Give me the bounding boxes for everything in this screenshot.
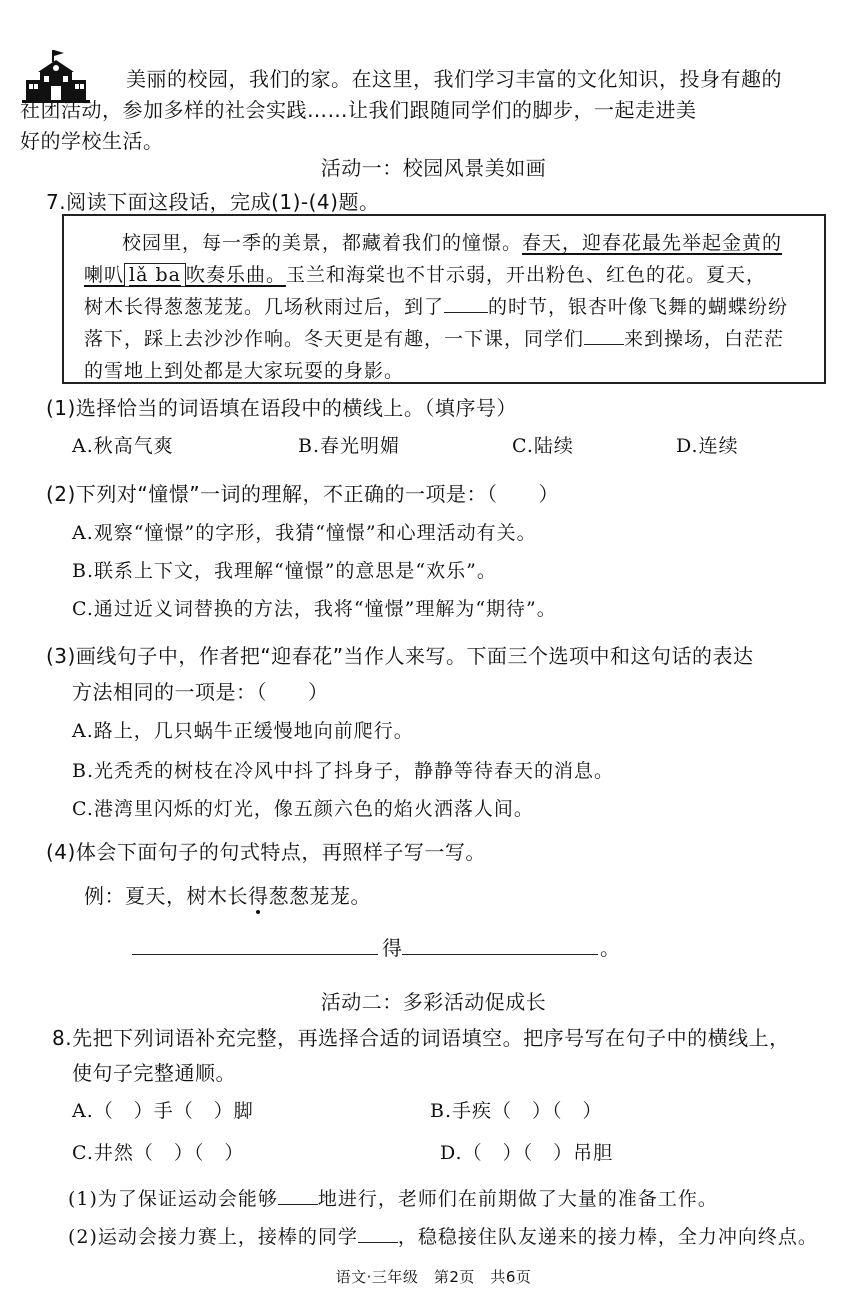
q7-sub3-option-a[interactable]: A.路上，几只蜗牛正缓慢地向前爬行。 — [72, 720, 414, 742]
underlined-sentence: 吹奏乐曲。 — [185, 264, 286, 286]
passage-text: 校园里，每一季的美景，都藏着我们的憧憬。 — [122, 232, 523, 254]
blank-1[interactable] — [444, 312, 488, 313]
sentence-text: (2)运动会接力赛上，接棒的同学 — [68, 1226, 358, 1248]
q7-sub1-option-b[interactable]: B.春光明媚 — [298, 435, 401, 457]
q7-sub1-option-a[interactable]: A.秋高气爽 — [72, 435, 174, 457]
passage-text: 玉兰和海棠也不甘示弱，开出粉色、红色的花。夏天， — [285, 264, 766, 286]
q7-sub1-option-d[interactable]: D.连续 — [676, 435, 739, 457]
q7-sub3-stem-1: (3)画线句子中，作者把“迎春花”当作人来写。下面三个选项中和这句话的表达 — [46, 644, 754, 668]
sentence-blank-1[interactable] — [132, 954, 378, 955]
sentence-text: (1)为了保证运动会能够 — [68, 1188, 278, 1210]
passage-line-4 — [84, 324, 784, 351]
intro-line-2: 社团活动，参加多样的社会实践……让我们跟随同学们的脚步，一起走进美 — [20, 98, 697, 122]
q8-stem-1: 8.先把下列词语补充完整，再选择合适的词语填空。把序号写在句子中的横线上， — [52, 1026, 790, 1050]
passage-line-3 — [84, 292, 788, 319]
sentence-de-char: 得 — [382, 936, 403, 960]
q8-stem-2: 使句子完整通顺。 — [72, 1061, 236, 1085]
example-text: 例：夏天，树木长 — [84, 884, 248, 908]
example-key-char: 得 — [248, 884, 269, 908]
sentence-end-mark: 。 — [600, 936, 621, 960]
q8-option-a[interactable]: A.（ ）手（ ）脚 — [72, 1100, 254, 1122]
intro-line-1: 美丽的校园，我们的家。在这里，我们学习丰富的文化知识，投身有趣的 — [126, 67, 782, 91]
q7-sub3-option-b[interactable]: B.光秃秃的树枝在冷风中抖了抖身子，静静等待春天的消息。 — [72, 760, 615, 782]
q8-option-b[interactable]: B.手疾（ ）（ ） — [430, 1100, 603, 1122]
passage-line-5: 的雪地上到处都是大家玩耍的身影。 — [84, 360, 405, 382]
passage-text: 树木长得葱葱茏茏。几场秋雨过后，到了 — [84, 296, 445, 318]
example-text: 葱葱茏茏。 — [268, 884, 371, 908]
sentence-blank-2[interactable] — [402, 954, 598, 955]
q7-sub2-option-c[interactable]: C.通过近义词替换的方法，我将“憧憬”理解为“期待”。 — [72, 598, 557, 620]
q8-sentence-1 — [68, 1184, 718, 1211]
q8-blank-1[interactable] — [278, 1204, 318, 1205]
q7-sub3-option-c[interactable]: C.港湾里闪烁的灯光，像五颜六色的焰火洒落人间。 — [72, 798, 534, 820]
q7-sub1-option-c[interactable]: C.陆续 — [512, 435, 574, 457]
activity-2-title: 活动二：多彩活动促成长 — [320, 990, 547, 1014]
underlined-sentence: 喇叭 — [84, 264, 125, 286]
passage-text: 来到操场，白茫茫 — [624, 328, 785, 350]
underlined-sentence: 春天，迎春花最先举起金黄的 — [522, 232, 783, 254]
page-footer: 语文·三年级 第2页 共6页 — [335, 1268, 532, 1286]
passage-box — [62, 214, 826, 384]
passage-text: 落下，踩上去沙沙作响。冬天更是有趣，一下课，同学们 — [84, 328, 585, 350]
q7-stem: 7.阅读下面这段话，完成(1)-(4)题。 — [46, 190, 380, 214]
pinyin-box: lǎ ba — [124, 263, 186, 287]
q7-sub1-stem: (1)选择恰当的词语填在语段中的横线上。（填序号） — [46, 396, 517, 420]
blank-2[interactable] — [584, 344, 624, 345]
q8-option-d[interactable]: D.（ ）（ ）吊胆 — [440, 1142, 614, 1164]
q7-sub2-option-a[interactable]: A.观察“憧憬”的字形，我猜“憧憬”和心理活动有关。 — [72, 522, 537, 544]
q8-sentence-2 — [68, 1222, 818, 1249]
passage-text: 的时节，银杏叶像飞舞的蝴蝶纷纷 — [488, 296, 789, 318]
q7-sub4-stem: (4)体会下面句子的句式特点，再照样子写一写。 — [46, 840, 486, 864]
q7-sub4-example — [84, 880, 371, 909]
sentence-text: 地进行，老师们在前期做了大量的准备工作。 — [317, 1188, 718, 1210]
intro-paragraph — [20, 64, 830, 157]
intro-line-3: 好的学校生活。 — [20, 129, 164, 153]
q7-sub3-stem-2: 方法相同的一项是：（ ） — [72, 680, 329, 704]
passage-line-1 — [122, 228, 782, 255]
q7-sub2-stem: (2)下列对“憧憬”一词的理解，不正确的一项是：（ ） — [46, 482, 560, 506]
q7-sub2-option-b[interactable]: B.联系上下文，我理解“憧憬”的意思是“欢乐”。 — [72, 560, 497, 582]
sentence-text: ，稳稳接住队友递来的接力棒，全力冲向终点。 — [397, 1226, 818, 1248]
q8-option-c[interactable]: C.井然（ ）（ ） — [72, 1142, 245, 1164]
activity-1-title: 活动一：校园风景美如画 — [320, 156, 547, 180]
q8-blank-2[interactable] — [358, 1242, 398, 1243]
passage-line-2 — [84, 260, 766, 287]
